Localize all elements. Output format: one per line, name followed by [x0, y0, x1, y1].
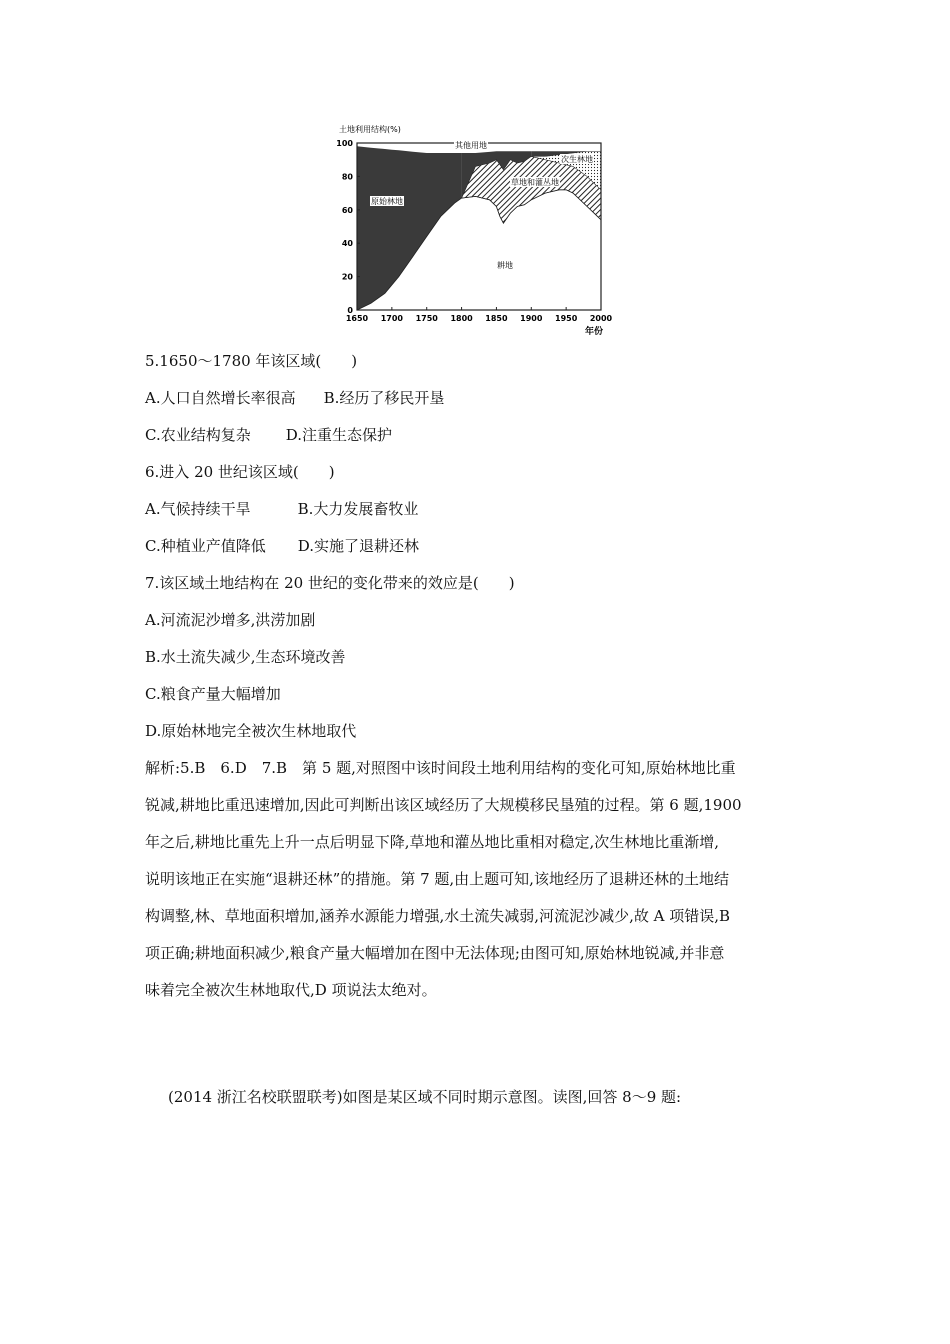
q6-option-c: C.种植业产值降低: [145, 537, 266, 555]
q7-option-c: C.粮食产量大幅增加: [145, 685, 281, 703]
x-tick-label: 2000: [589, 314, 613, 323]
y-tick-label: 0: [347, 306, 353, 315]
y-tick-label: 100: [336, 139, 353, 148]
label-primary-forest: 原始林地: [371, 197, 403, 206]
question-7-stem: 7.该区域土地结构在 20 世纪的变化带来的效应是( ): [145, 574, 515, 592]
q6-option-d: D.实施了退耕还林: [297, 537, 419, 555]
analysis-line: 说明该地正在实施“退耕还林”的措施。第 7 题,由上题可知,该地经历了退耕还林的土地结: [145, 870, 729, 888]
question-5-options-row1: [145, 388, 444, 408]
analysis-line: 年之后,耕地比重先上升一点后明显下降,草地和灌丛地比重相对稳定,次生林地比重渐增,: [145, 833, 720, 851]
analysis-line: 味着完全被次生林地取代,D 项说法太绝对。: [145, 981, 437, 999]
x-tick-label: 1800: [450, 314, 473, 323]
x-tick-label: 1650: [345, 314, 369, 323]
x-tick-label: 1950: [555, 314, 578, 323]
x-tick-label: 1850: [485, 314, 508, 323]
q5-option-a: A.人口自然增长率很高: [145, 389, 296, 407]
label-grass-shrub: 草地和灌丛地: [511, 178, 559, 187]
y-tick-label: 40: [341, 239, 353, 249]
x-tick-label: 1700: [380, 314, 403, 323]
land-use-chart: [335, 118, 625, 343]
label-cropland: 耕地: [497, 261, 513, 270]
q6-option-b: B.大力发展畜牧业: [297, 500, 419, 518]
primary-forest-area: [357, 146, 462, 310]
y-tick-label: 80: [341, 172, 353, 182]
land-use-area-chart: [335, 118, 625, 343]
analysis-line: 解析:5.B 6.D 7.B 第 5 题,对照图中该时间段土地利用结构的变化可知,原始林地比重: [145, 759, 736, 777]
analysis-line: 项正确;耕地面积减少,粮食产量大幅增加在图中无法体现;由图可知,原始林地锐减,并非意: [145, 944, 725, 962]
q7-option-a: A.河流泥沙增多,洪涝加剧: [145, 611, 316, 629]
q5-option-c: C.农业结构复杂: [145, 426, 251, 444]
x-tick-label: 1750: [415, 314, 438, 323]
label-other-land: 其他用地: [455, 141, 487, 150]
label-secondary-forest: 次生林地: [561, 155, 593, 164]
q6-option-a: A.气候持续干旱: [145, 500, 251, 518]
analysis-line: 构调整,林、草地面积增加,涵养水源能力增强,水土流失减弱,河流泥沙减少,故 A 项错误,B: [145, 907, 731, 925]
y-tick-label: 20: [341, 272, 353, 282]
analysis-paragraph: [145, 750, 813, 1009]
q5-option-d: D.注重生态保护: [285, 426, 392, 444]
question-6-stem: 6.进入 20 世纪该区域( ): [145, 463, 335, 481]
context-intro: (2014 浙江名校联盟联考)如图是某区域不同时期示意图。读图,回答 8～9 题:: [168, 1088, 682, 1106]
x-axis-label: 年份: [584, 327, 603, 337]
question-5-options-row2: [145, 425, 392, 445]
q7-option-b: B.水土流失减少,生态环境改善: [145, 648, 346, 666]
q5-option-b: B.经历了移民开垦: [323, 389, 445, 407]
question-6-options-row2: [145, 536, 419, 556]
x-tick-label: 1900: [520, 314, 543, 323]
q7-option-d: D.原始林地完全被次生林地取代: [145, 722, 357, 740]
question-6-options-row1: [145, 499, 418, 519]
y-tick-label: 60: [341, 205, 353, 215]
analysis-line: 锐减,耕地比重迅速增加,因此可判断出该区域经历了大规模移民垦殖的过程。第 6 题,1900: [145, 796, 742, 814]
question-5-stem: 5.1650～1780 年该区域( ): [145, 352, 358, 370]
y-axis-label: 土地利用结构(%): [339, 125, 401, 134]
